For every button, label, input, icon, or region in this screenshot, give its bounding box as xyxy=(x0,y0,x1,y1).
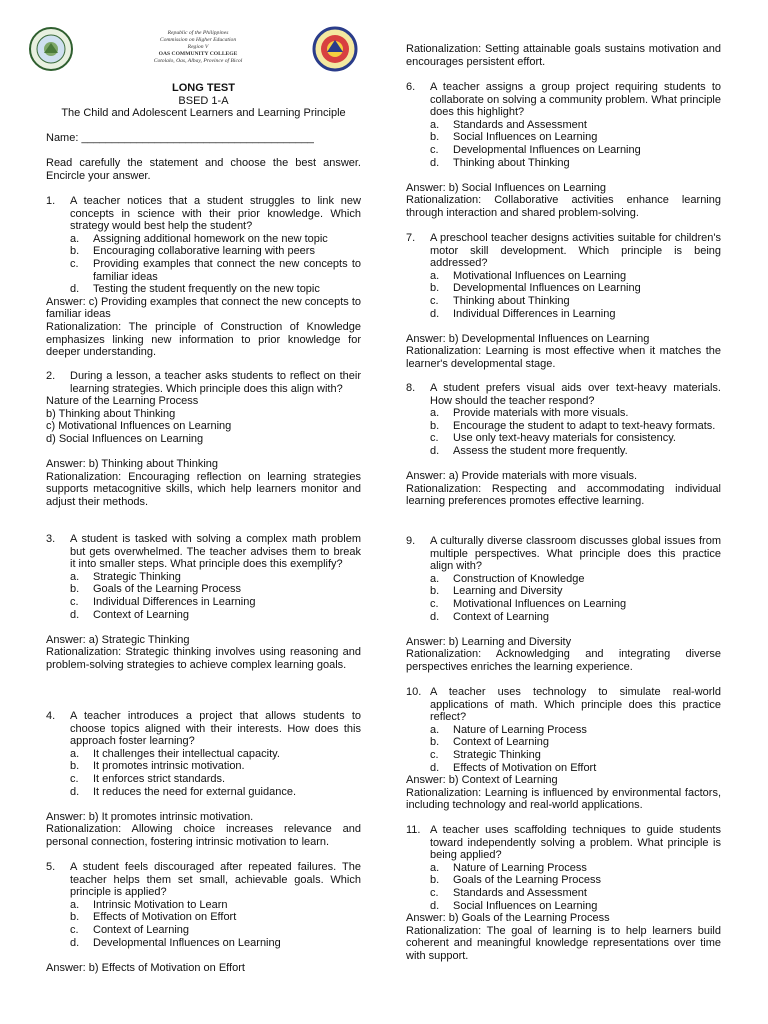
college-seal-icon xyxy=(28,26,74,72)
option-letter: a. xyxy=(70,747,80,760)
option-text: Developmental Influences on Learning xyxy=(93,936,281,949)
option-text: Developmental Influences on Learning xyxy=(453,282,641,295)
option-letter: d. xyxy=(430,307,440,320)
option-c[interactable] xyxy=(70,773,361,786)
option-letter: b. xyxy=(430,736,440,749)
question-8 xyxy=(406,382,721,508)
option-letter: a. xyxy=(430,118,440,131)
option-d[interactable] xyxy=(70,609,361,622)
rationalization-text: Rationalization: Learning is most effective when it matches the learner's developmental stage. xyxy=(406,345,721,370)
answer-text: Answer: b) It promotes intrinsic motivation. xyxy=(46,810,254,823)
option-text: Developmental Influences on Learning xyxy=(453,143,641,156)
option-text: It reduces the need for external guidance. xyxy=(93,785,297,798)
answer-text: Answer: a) Provide materials with more visuals. xyxy=(406,470,638,483)
question-5 xyxy=(46,861,361,974)
option-letter: c. xyxy=(430,432,439,445)
option-letter: c. xyxy=(70,257,79,270)
option-text: Effects of Motivation on Effort xyxy=(93,911,237,924)
question-number: 6. xyxy=(406,81,416,93)
option-text: Strategic Thinking xyxy=(453,748,541,761)
option-text: Thinking about Thinking xyxy=(453,156,570,169)
option-text: Encourage the student to adapt to text-heavy formats. xyxy=(453,419,716,432)
answer-text: Answer: b) Learning and Diversity xyxy=(406,635,572,648)
option-text: Assigning additional homework on the new topic xyxy=(93,232,328,245)
option-d[interactable] xyxy=(70,937,361,950)
option-letter: b. xyxy=(430,282,440,295)
rationalization-text: Rationalization: Respecting and accommodating individual learning preferences promotes effective learning. xyxy=(406,482,721,508)
option-text: Intrinsic Motivation to Learn xyxy=(93,898,228,911)
option-letter: a. xyxy=(70,570,80,583)
option-b[interactable] xyxy=(70,583,361,596)
question-9 xyxy=(406,535,721,674)
option-b[interactable] xyxy=(70,911,361,924)
option-letter: c. xyxy=(430,597,439,610)
letterhead-text xyxy=(108,30,288,65)
option-letter: c. xyxy=(430,886,439,899)
option-text: Context of Learning xyxy=(453,610,550,623)
question-text: A student is tasked with solving a complex math problem but gets overwhelmed. The teacher advises them to break it into smaller steps. What principle does this exemplify? xyxy=(70,533,361,571)
option-text: Assess the student more frequently. xyxy=(453,444,628,457)
question-5-continued xyxy=(406,43,721,68)
class-section: BSED 1-A xyxy=(178,94,229,107)
province-seal-icon xyxy=(312,26,358,72)
option-text: Encouraging collaborative learning with peers xyxy=(93,245,315,258)
test-title-block xyxy=(46,82,361,120)
question-number: 7. xyxy=(406,232,416,244)
option-letter: b. xyxy=(70,245,80,258)
rationalization-text: Rationalization: The principle of Construction of Knowledge emphasizes linking new information to prior knowledge for deeper understanding. xyxy=(46,320,361,359)
letterhead-line-3: Region V xyxy=(187,44,209,50)
question-6 xyxy=(406,81,721,220)
option-letter: d. xyxy=(430,156,440,169)
option-letter: a. xyxy=(70,898,80,911)
option-letter: d. xyxy=(430,899,440,912)
option-c[interactable] xyxy=(70,258,361,283)
option-a[interactable] xyxy=(430,270,721,283)
option-a[interactable] xyxy=(430,862,721,875)
option-c[interactable] xyxy=(430,887,721,900)
option-a[interactable] xyxy=(430,724,721,737)
option-b[interactable] xyxy=(430,282,721,295)
question-7 xyxy=(406,232,721,371)
question-4 xyxy=(46,710,361,849)
option-line[interactable]: Nature of the Learning Process xyxy=(46,395,199,408)
option-a[interactable] xyxy=(70,571,361,584)
option-b[interactable] xyxy=(70,760,361,773)
option-c[interactable] xyxy=(430,295,721,308)
option-text: Strategic Thinking xyxy=(93,570,181,583)
option-letter: d. xyxy=(70,936,80,949)
question-3 xyxy=(46,533,361,672)
answer-text: Answer: b) Context of Learning xyxy=(406,774,558,787)
letterhead-line-1: Republic of the Philippines xyxy=(167,30,229,36)
college-name: OAS COMMUNITY COLLEGE xyxy=(158,51,238,57)
option-text: Providing examples that connect the new concepts to familiar ideas xyxy=(93,257,361,283)
rationalization-text: Rationalization: Setting attainable goals sustains motivation and encourages persistent effort. xyxy=(406,43,721,68)
option-a[interactable] xyxy=(70,899,361,912)
question-text: A teacher uses technology to simulate real-world applications of math. Which principle does this practice reflect? xyxy=(430,686,721,724)
rationalization-text: Rationalization: Collaborative activities enhance learning through interaction and shared problem-solving. xyxy=(406,194,721,219)
option-letter: b. xyxy=(430,874,440,887)
question-text: A preschool teacher designs activities suitable for children's motor skill development. Which principle is being addressed? xyxy=(430,232,721,270)
rationalization-text: Rationalization: Learning is influenced by environmental factors, including technology and real-world applications. xyxy=(406,786,721,812)
question-text: A teacher introduces a project that allows students to choose topics aligned with their interests. How does this approach foster learning? xyxy=(70,710,361,748)
option-text: It promotes intrinsic motivation. xyxy=(93,760,245,773)
option-b[interactable] xyxy=(70,245,361,258)
option-text: Testing the student frequently on the new topic xyxy=(93,283,320,296)
letterhead-line-2: Commission on Higher Education xyxy=(159,37,237,43)
letterhead xyxy=(28,26,358,74)
question-number: 9. xyxy=(406,535,416,547)
option-letter: b. xyxy=(70,911,80,924)
question-number: 4. xyxy=(46,710,56,722)
question-number: 5. xyxy=(46,861,56,873)
option-letter: c. xyxy=(430,143,439,156)
option-text: Context of Learning xyxy=(93,608,190,621)
option-d[interactable] xyxy=(70,283,361,296)
option-b[interactable] xyxy=(430,131,721,144)
option-letter: b. xyxy=(430,131,440,144)
option-letter: d. xyxy=(430,610,440,623)
name-field[interactable]: Name: ______________________________________ xyxy=(46,132,314,144)
rationalization-text: Rationalization: The goal of learning is to help learners build coherent and meaningful knowledge representations over time with support. xyxy=(406,924,721,962)
question-text: During a lesson, a teacher asks students to reflect on their learning strategies. Which principle does this align with? xyxy=(70,370,361,395)
question-text: A culturally diverse classroom discusses global issues from multiple perspectives. What principle does this practice align with? xyxy=(430,535,721,573)
option-a[interactable] xyxy=(430,573,721,586)
option-line[interactable]: c) Motivational Influences on Learning xyxy=(46,420,232,433)
option-letter: c. xyxy=(430,748,439,761)
option-letter: c. xyxy=(70,772,79,785)
option-letter: d. xyxy=(70,608,80,621)
question-number: 2. xyxy=(46,370,56,382)
option-text: It enforces strict standards. xyxy=(93,772,226,785)
question-text: A teacher uses scaffolding techniques to guide students toward independently solving a problem. What principle is being applied? xyxy=(430,824,721,862)
option-b[interactable] xyxy=(430,420,721,433)
test-title: LONG TEST xyxy=(172,82,235,94)
option-d[interactable] xyxy=(430,445,721,458)
option-letter: a. xyxy=(430,269,440,282)
answer-text: Answer: b) Developmental Influences on Learning xyxy=(406,332,650,345)
option-letter: d. xyxy=(430,761,440,774)
option-line[interactable]: b) Thinking about Thinking xyxy=(46,407,176,420)
answer-text: Answer: b) Thinking about Thinking xyxy=(46,458,219,471)
answer-text: Answer: b) Social Influences on Learning xyxy=(406,181,606,194)
option-text: Context of Learning xyxy=(453,736,550,749)
option-a[interactable] xyxy=(430,119,721,132)
question-text: A student feels discouraged after repeated failures. The teacher helps them set small, achievable goals. Which principle is applied? xyxy=(70,861,361,899)
answer-text: Answer: a) Strategic Thinking xyxy=(46,633,190,646)
option-text: Goals of the Learning Process xyxy=(93,583,241,596)
question-2 xyxy=(46,370,361,509)
option-b[interactable] xyxy=(430,736,721,749)
question-number: 10. xyxy=(406,686,422,698)
option-letter: d. xyxy=(430,444,440,457)
option-b[interactable] xyxy=(430,585,721,598)
option-text: Social Influences on Learning xyxy=(453,899,598,912)
option-d[interactable] xyxy=(430,762,721,775)
option-d[interactable] xyxy=(430,611,721,624)
option-letter: d. xyxy=(70,785,80,798)
option-text: Motivational Influences on Learning xyxy=(453,597,627,610)
option-c[interactable] xyxy=(430,144,721,157)
rationalization-text: Rationalization: Acknowledging and integrating diverse perspectives enriches the learning experience. xyxy=(406,648,721,673)
option-a[interactable] xyxy=(430,407,721,420)
course-subject: The Child and Adolescent Learners and Learning Principle xyxy=(61,107,346,120)
option-b[interactable] xyxy=(430,874,721,887)
option-text: Goals of the Learning Process xyxy=(453,874,601,887)
question-10 xyxy=(406,686,721,812)
option-text: Individual Differences in Learning xyxy=(93,595,256,608)
question-text: A teacher assigns a group project requiring students to collaborate on solving a community problem. What principle does this highlight? xyxy=(430,81,721,119)
option-text: Thinking about Thinking xyxy=(453,294,570,307)
option-letter: a. xyxy=(430,723,440,736)
option-letter: a. xyxy=(430,572,440,585)
question-number: 3. xyxy=(46,533,56,545)
option-text: It challenges their intellectual capacity. xyxy=(93,747,280,760)
answer-text: Answer: b) Effects of Motivation on Effort xyxy=(46,961,245,974)
option-text: Use only text-heavy materials for consistency. xyxy=(453,432,676,445)
instructions: Read carefully the statement and choose the best answer. Encircle your answer. xyxy=(46,157,361,182)
option-text: Provide materials with more visuals. xyxy=(453,407,629,420)
question-text: A teacher notices that a student struggles to link new concepts in science with their prior knowledge. Which strategy would best help the student? xyxy=(70,195,361,233)
option-text: Nature of Learning Process xyxy=(453,861,587,874)
option-c[interactable] xyxy=(70,596,361,609)
option-text: Learning and Diversity xyxy=(453,585,563,598)
rationalization-text: Rationalization: Strategic thinking involves using reasoning and problem-solving strategies to achieve complex learning goals. xyxy=(46,646,361,671)
option-letter: b. xyxy=(430,585,440,598)
option-letter: a. xyxy=(70,232,80,245)
college-address: Cotolalo, Oas, Albay, Province of Bicol xyxy=(153,58,243,64)
option-c[interactable] xyxy=(430,749,721,762)
question-number: 11. xyxy=(406,824,421,836)
question-number: 1. xyxy=(46,195,56,207)
option-letter: c. xyxy=(430,294,439,307)
answer-text: Answer: b) Goals of the Learning Process xyxy=(406,912,610,925)
option-letter: c. xyxy=(70,923,79,936)
option-letter: c. xyxy=(70,595,79,608)
option-c[interactable] xyxy=(430,598,721,611)
option-text: Context of Learning xyxy=(93,923,190,936)
option-letter: a. xyxy=(430,407,440,420)
option-letter: b. xyxy=(70,760,80,773)
option-text: Standards and Assessment xyxy=(453,886,587,899)
option-a[interactable] xyxy=(70,233,361,246)
option-letter: b. xyxy=(430,419,440,432)
rationalization-text: Rationalization: Encouraging reflection on learning strategies supports metacognitive skills, which help learners monitor and adjust their methods. xyxy=(46,470,361,508)
option-line[interactable]: d) Social Influences on Learning xyxy=(46,432,204,445)
question-text: A student prefers visual aids over text-heavy materials. How should the teacher respond? xyxy=(430,382,721,407)
option-d[interactable] xyxy=(430,308,721,321)
option-d[interactable] xyxy=(430,157,721,170)
option-letter: a. xyxy=(430,861,440,874)
option-text: Standards and Assessment xyxy=(453,118,587,131)
option-c[interactable] xyxy=(70,924,361,937)
option-letter: b. xyxy=(70,583,80,596)
option-text: Motivational Influences on Learning xyxy=(453,269,627,282)
option-a[interactable] xyxy=(70,748,361,761)
option-d[interactable] xyxy=(430,900,721,913)
answer-text: Answer: c) Providing examples that connect the new concepts to familiar ideas xyxy=(46,295,361,321)
option-letter: d. xyxy=(70,283,80,296)
option-c[interactable] xyxy=(430,432,721,445)
option-d[interactable] xyxy=(70,786,361,799)
question-number: 8. xyxy=(406,382,416,394)
option-text: Construction of Knowledge xyxy=(453,572,585,585)
option-text: Individual Differences in Learning xyxy=(453,307,616,320)
question-11 xyxy=(406,824,721,963)
option-text: Nature of Learning Process xyxy=(453,723,587,736)
option-text: Social Influences on Learning xyxy=(453,131,598,144)
rationalization-text: Rationalization: Allowing choice increases relevance and personal connection, fostering intrinsic motivation to learn. xyxy=(46,823,361,848)
option-text: Effects of Motivation on Effort xyxy=(453,761,597,774)
question-1 xyxy=(46,195,361,359)
